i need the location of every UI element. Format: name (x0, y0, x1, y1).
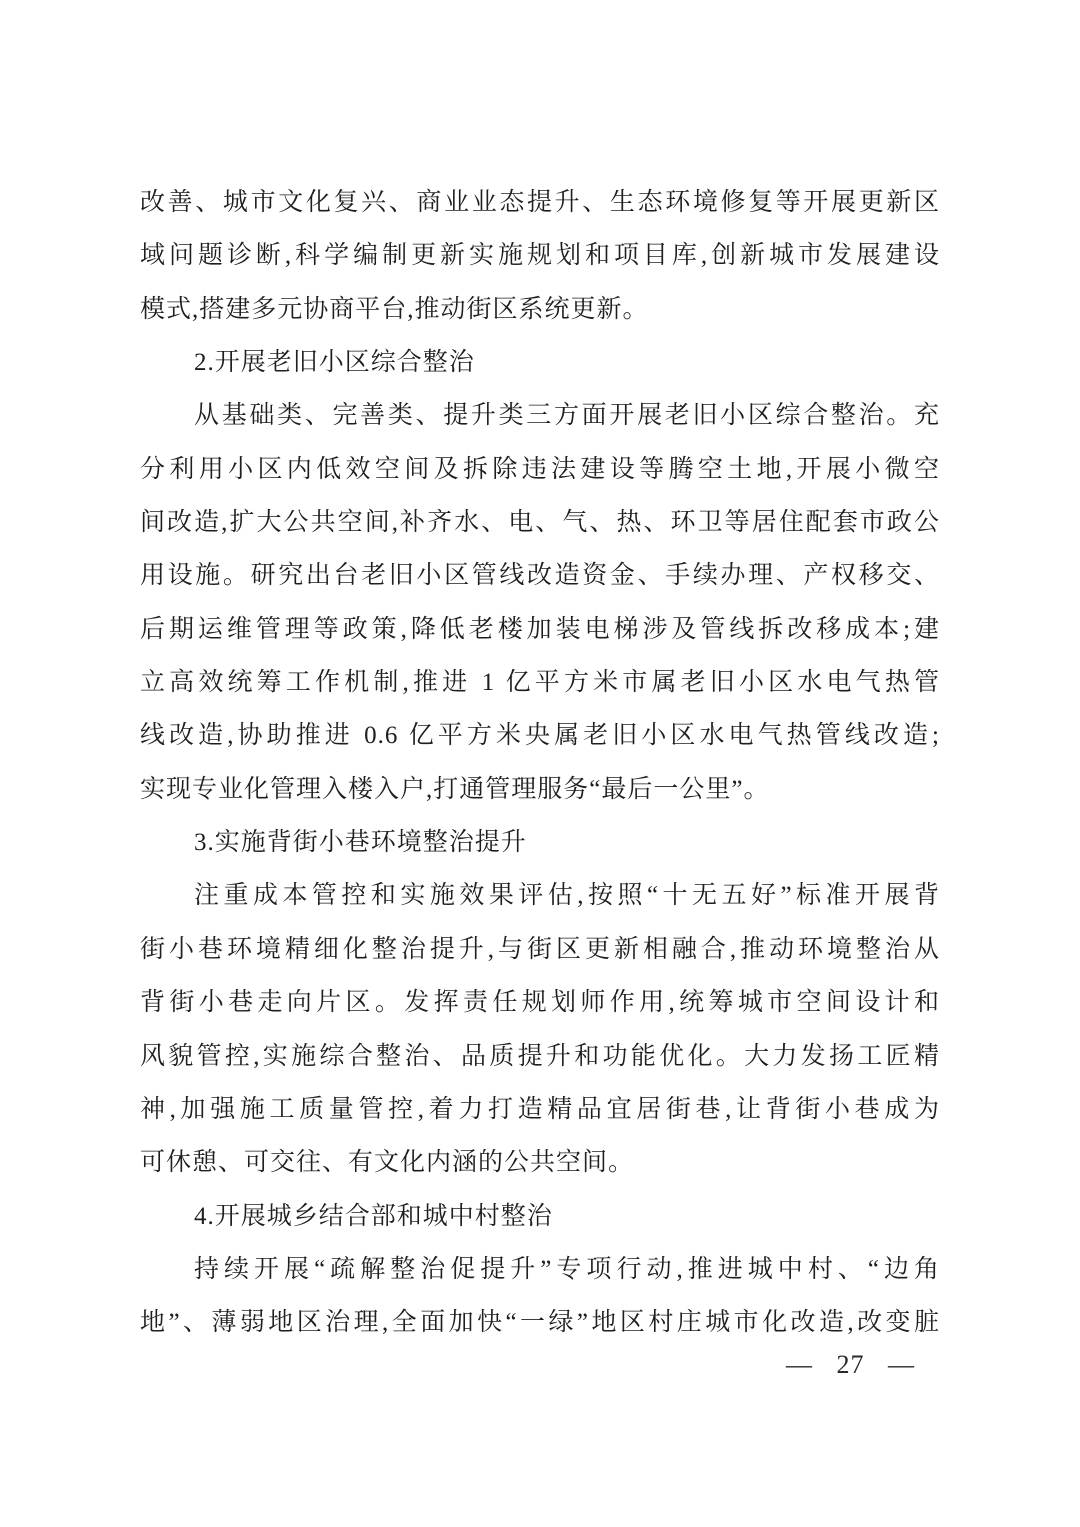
text-line: 街小巷环境精细化整治提升,与街区更新相融合,推动环境整治从 (140, 935, 940, 963)
text-line: 模式,搭建多元协商平台,推动街区系统更新。 (140, 295, 649, 323)
text-line: 用设施。研究出台老旧小区管线改造资金、手续办理、产权移交、 (140, 562, 940, 590)
text-line: 后期运维管理等政策,降低老楼加装电梯涉及管线拆改移成本;建 (140, 615, 940, 643)
text-line: 4.开展城乡结合部和城中村整治 (194, 1202, 553, 1230)
text-line: 域问题诊断,科学编制更新实施规划和项目库,创新城市发展建设 (140, 242, 940, 270)
text-line: 改善、城市文化复兴、商业业态提升、生态环境修复等开展更新区 (140, 189, 940, 216)
text-line: 3.实施背街小巷环境整治提升 (194, 829, 527, 857)
document-body (140, 176, 940, 1350)
text-line: 地”、薄弱地区治理,全面加快“一绿”地区村庄城市化改造,改变脏 (140, 1309, 940, 1337)
text-line: 实现专业化管理入楼入户,打通管理服务“最后一公里”。 (140, 775, 770, 803)
text-line: 2.开展老旧小区综合整治 (194, 349, 475, 377)
text-line: 线改造,协助推进 0.6 亿平方米央属老旧小区水电气热管线改造; (140, 722, 940, 750)
text-line: 间改造,扩大公共空间,补齐水、电、气、热、环卫等居住配套市政公 (140, 509, 940, 537)
text-line: 风貌管控,实施综合整治、品质提升和功能优化。大力发扬工匠精 (140, 1042, 940, 1070)
text-line: 从基础类、完善类、提升类三方面开展老旧小区综合整治。充 (194, 402, 940, 430)
text-line: 立高效统筹工作机制,推进 1 亿平方米市属老旧小区水电气热管 (140, 669, 940, 697)
text-line: 背街小巷走向片区。发挥责任规划师作用,统筹城市空间设计和 (140, 989, 940, 1017)
text-line: 持续开展“疏解整治促提升”专项行动,推进城中村、“边角 (194, 1255, 940, 1283)
page-number (786, 1350, 915, 1380)
text-line: 分利用小区内低效空间及拆除违法建设等腾空土地,开展小微空 (140, 455, 940, 483)
text-line: 可休憩、可交往、有文化内涵的公共空间。 (140, 1149, 635, 1177)
text-line: 注重成本管控和实施效果评估,按照“十无五好”标准开展背 (194, 882, 940, 910)
text-line: 神,加强施工质量管控,着力打造精品宜居街巷,让背街小巷成为 (140, 1095, 940, 1123)
page-number-label: — 27 — (786, 1350, 915, 1379)
